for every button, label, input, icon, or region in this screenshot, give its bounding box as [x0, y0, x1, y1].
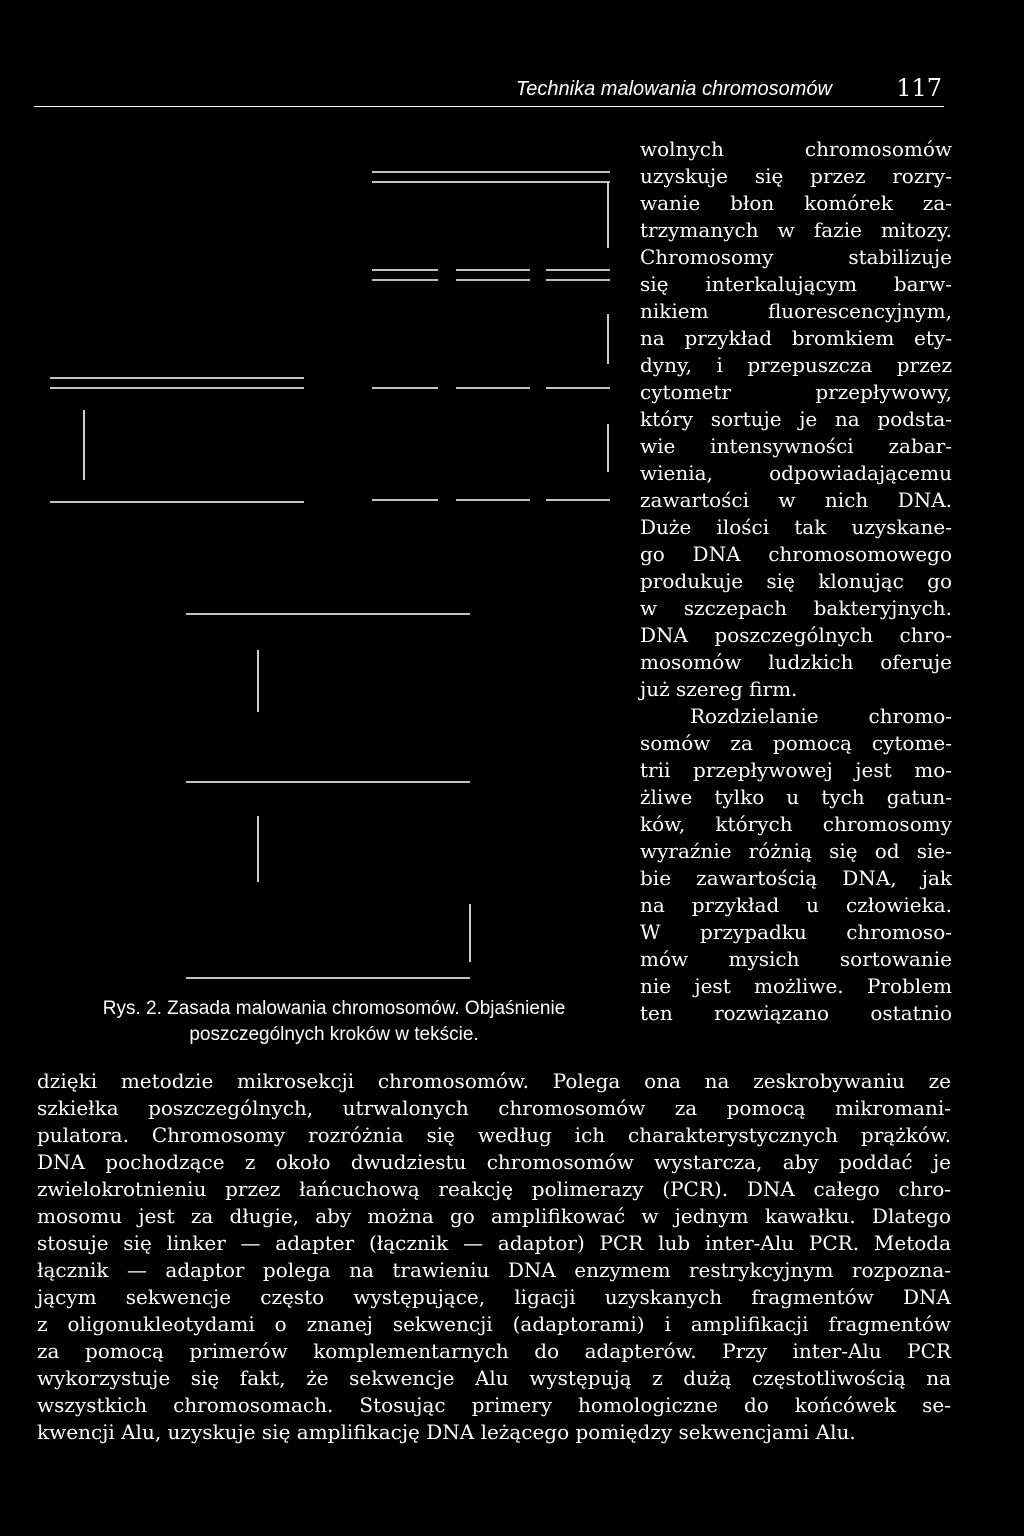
text-line: DNA poszczególnych chro- [640, 623, 952, 647]
text-line: dyny, i przepuszcza przez [640, 353, 952, 377]
text-line: DNA pochodzące z około dwudziestu chromosomów wystarcza, aby poddać je [37, 1150, 951, 1174]
text-line: produkuje się klonując go [640, 569, 952, 593]
text-line: łącznik — adaptor polega na trawieniu DNA enzymem restrykcyjnym rozpozna- [37, 1258, 951, 1282]
text-line: w szczepach bakteryjnych. [640, 596, 952, 620]
main-body-text [37, 1068, 951, 1446]
figure-schematic [0, 0, 640, 1060]
text-line: już szereg firm. [640, 677, 798, 701]
text-line: trii przepływowej jest mo- [640, 758, 952, 782]
text-line: wie intensywności zabar- [640, 434, 952, 458]
side-column-text [640, 136, 952, 1027]
text-line: wszystkich chromosomach. Stosując primery homologiczne do końcówek se- [37, 1393, 951, 1417]
caption-line: Rys. 2. Zasada malowania chromosomów. Objaśnienie [102, 998, 566, 1019]
text-line: mów mysich sortowanie [640, 947, 952, 971]
text-line: ków, których chromosomy [640, 812, 952, 836]
text-line: na przykład bromkiem ety- [640, 326, 952, 350]
text-line: ten rozwiązano ostatnio [640, 1001, 952, 1025]
text-line: cytometr przepływowy, [640, 380, 952, 404]
text-line: somów za pomocą cytome- [640, 731, 952, 755]
page-number: 117 [896, 74, 942, 102]
side-paragraph-2 [640, 703, 952, 1027]
figure-caption [34, 996, 634, 1048]
text-line: wyraźnie różnią się od sie- [640, 839, 952, 863]
text-line: szkiełka poszczególnych, utrwalonych chromosomów za pomocą mikromani- [37, 1096, 951, 1120]
text-line: z oligonukleotydami o znanej sekwencji (adaptorami) i amplifikacji fragmentów [37, 1312, 951, 1336]
text-line: Duże ilości tak uzyskane- [640, 515, 952, 539]
text-line: który sortuje je na podsta- [640, 407, 952, 431]
text-line: stosuje się linker — adapter (łącznik — adaptor) PCR lub inter-Alu PCR. Metoda [37, 1231, 951, 1255]
text-line: Chromosomy stabilizuje [640, 245, 952, 269]
fig-group-left [50, 378, 304, 502]
running-title: Technika malowania chromosomów [515, 78, 832, 100]
text-line: zwielokrotnieniu przez łańcuchową reakcję polimerazy (PCR). DNA całego chro- [37, 1177, 951, 1201]
text-line: wienia, odpowiadającemu [640, 461, 952, 485]
text-line: trzymanych w fazie mitozy. [640, 218, 952, 242]
text-line: się interkalującym barw- [640, 272, 952, 296]
side-paragraph-1 [640, 136, 952, 703]
text-line: nikiem fluorescencyjnym, [640, 299, 952, 323]
fig-group-top [372, 172, 610, 248]
text-line: go DNA chromosomowego [640, 542, 952, 566]
text-line: bie zawartością DNA, jak [640, 866, 952, 890]
text-line: za pomocą primerów komplementarnych do adapterów. Przy inter-Alu PCR [37, 1339, 951, 1363]
text-line: dzięki metodzie mikrosekcji chromosomów. Polega ona na zeskrobywaniu ze [37, 1069, 951, 1093]
text-line: wanie błon komórek za- [640, 191, 952, 215]
text-line: na przykład u człowieka. [640, 893, 952, 917]
fig-group-lower [186, 614, 470, 978]
text-line: jącym sekwencje często występujące, ligacji uzyskanych fragmentów DNA [37, 1285, 951, 1309]
text-line: zawartości w nich DNA. [640, 488, 952, 512]
text-line: uzyskuje się przez rozry- [640, 164, 952, 188]
text-line: mosomów ludzkich oferuje [640, 650, 952, 674]
text-line: pulatora. Chromosomy rozróżnia się według ich charakterystycznych prążków. [37, 1123, 951, 1147]
caption-line: poszczególnych kroków w tekście. [189, 1024, 479, 1045]
text-line: nie jest możliwe. Problem [640, 974, 952, 998]
text-line: żliwe tylko u tych gatun- [640, 785, 952, 809]
text-line: W przypadku chromoso- [640, 920, 952, 944]
text-line: Rozdzielanie chromo- [690, 704, 952, 728]
text-line: mosomu jest za długie, aby można go amplifikować w jednym kawałku. Dlatego [37, 1204, 951, 1228]
text-line: kwencji Alu, uzyskuje się amplifikację DNA leżącego pomiędzy sekwencjami Alu. [37, 1420, 856, 1444]
figure-drawing [0, 0, 640, 1060]
text-line: wykorzystuje się fakt, że sekwencje Alu występują z dużą częstotliwością na [37, 1366, 951, 1390]
text-line: wolnych chromosomów [640, 137, 952, 161]
fig-group-three-segments [372, 270, 610, 500]
